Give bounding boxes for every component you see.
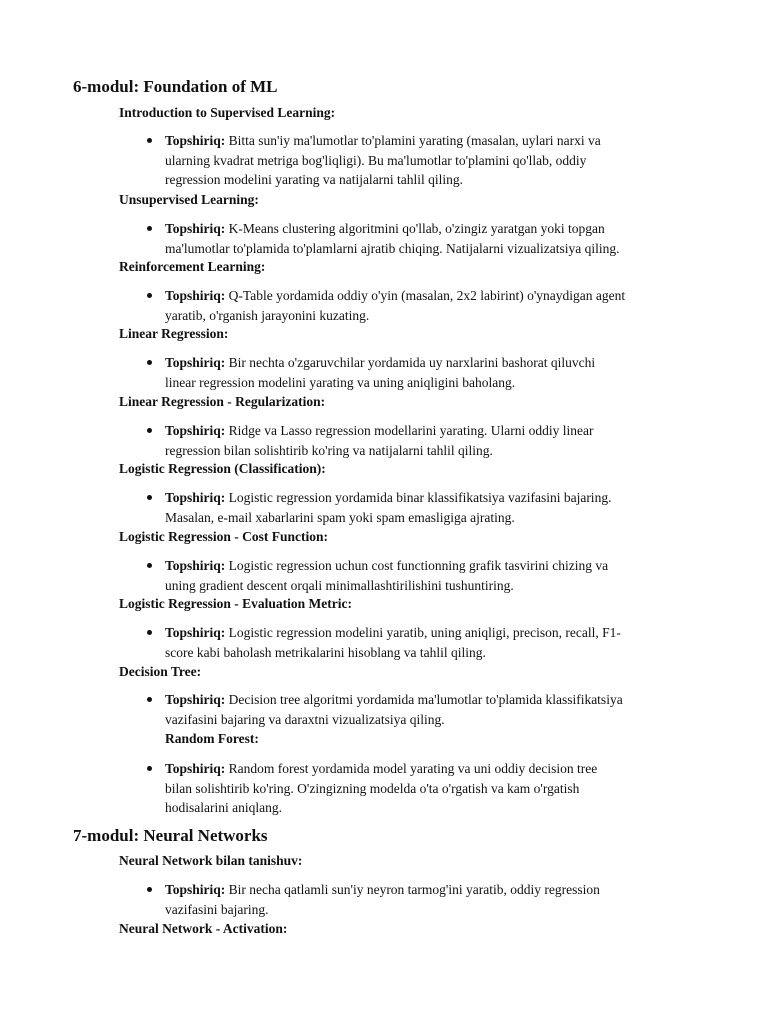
task-text-line: Bir nechta o'zgaruvchilar yordamida uy narxlarini bashorat qiluvchi [228, 355, 596, 370]
section-heading: Reinforcement Learning: [119, 259, 266, 274]
section-heading: Neural Network - Activation: [119, 921, 288, 936]
task-text-line: Logistic regression yordamida binar klassifikatsiya vazifasini bajaring. [228, 490, 612, 505]
task-label: Topshiriq: [165, 692, 226, 707]
section-heading: Neural Network bilan tanishuv: [119, 853, 303, 868]
task-text-line: bilan solishtirib ko'ring. O'zingizning modelda o'ta o'rgatish va kam o'rgatish [165, 780, 580, 796]
section-heading: Unsupervised Learning: [119, 192, 259, 207]
task-label: Topshiriq: [165, 355, 226, 370]
task-label: Topshiriq: [165, 490, 226, 505]
task-item [146, 353, 706, 392]
task-item [146, 690, 706, 749]
task-text-line: Logistic regression modelini yaratib, uning aniqligi, precison, recall, F1- [228, 625, 621, 640]
task-text-line: vazifasini bajaring va daraxtni vizualizatsiya qiling. [165, 711, 445, 727]
section-heading: Introduction to Supervised Learning: [119, 105, 336, 120]
task-text-line: Q-Table yordamida oddiy o'yin (masalan, 2x2 labirint) o'ynaydigan agent [228, 288, 626, 303]
task-item [146, 421, 706, 460]
task-item [146, 131, 706, 190]
task-text-line: Logistic regression uchun cost functionning grafik tasvirini chizing va [228, 558, 609, 573]
task-label: Topshiriq: [165, 133, 226, 148]
task-item [146, 556, 706, 595]
section-heading: Logistic Regression (Classification): [119, 461, 326, 476]
task-label: Topshiriq: [165, 882, 226, 897]
task-item [146, 880, 706, 919]
subsection-heading: Random Forest: [165, 731, 259, 746]
task-item [146, 219, 706, 258]
module-heading: 6-modul: Foundation of ML [73, 77, 278, 96]
task-text-line: Random forest yordamida model yarating va uni oddiy decision tree [228, 761, 598, 776]
section-heading: Linear Regression - Regularization: [119, 394, 326, 409]
section-heading: Linear Regression: [119, 326, 229, 341]
task-text-line: uning gradient descent orqali minimallashtirilishini tushuntiring. [165, 577, 514, 593]
task-text-line: yaratib, o'rganish jarayonini kuzating. [165, 307, 370, 323]
task-text-line: Masalan, e-mail xabarlarini spam yoki spam emasligiga ajrating. [165, 509, 515, 525]
task-text-line: vazifasini bajaring. [165, 901, 269, 917]
task-text-line: Ridge va Lasso regression modellarini yarating. Ularni oddiy linear [228, 423, 594, 438]
task-text-line: Bir necha qatlamli sun'iy neyron tarmog'ini yaratib, oddiy regression [228, 882, 600, 897]
task-text-line: ularning kvadrat metriga bog'liqligi). Bu ma'lumotlar to'plamini qo'llab, oddiy [165, 152, 587, 168]
task-item [146, 759, 706, 818]
task-label: Topshiriq: [165, 288, 226, 303]
task-text-line: hodisalarini aniqlang. [165, 800, 282, 815]
section-heading: Logistic Regression - Evaluation Metric: [119, 596, 352, 611]
task-text-line: regression bilan solishtirib ko'ring va natijalarni tahlil qiling. [165, 442, 493, 458]
task-text-line: Bitta sun'iy ma'lumotlar to'plamini yarating (masalan, uylari narxi va [228, 133, 601, 148]
task-text-line: Decision tree algoritmi yordamida ma'lumotlar to'plamida klassifikatsiya [228, 692, 623, 707]
task-label: Topshiriq: [165, 558, 226, 573]
task-text-line: score kabi baholash metrikalarini hisoblang va tahlil qiling. [165, 644, 486, 660]
section-heading: Decision Tree: [119, 664, 202, 679]
task-item [146, 623, 706, 662]
task-item [146, 286, 706, 325]
task-label: Topshiriq: [165, 221, 226, 236]
task-label: Topshiriq: [165, 625, 226, 640]
section-heading: Logistic Regression - Cost Function: [119, 529, 328, 544]
module-heading: 7-modul: Neural Networks [73, 826, 268, 845]
task-text-line: linear regression modelini yarating va uning aniqligini baholang. [165, 374, 516, 390]
task-text-line: K-Means clustering algoritmini qo'llab, o'zingiz yaratgan yoki topgan [228, 221, 605, 236]
task-text-line: regression modelini yarating va natijalarni tahlil qiling. [165, 172, 464, 187]
task-text-line: ma'lumotlar to'plamida to'plamlarni ajratib chiqing. Natijalarni vizualizatsiya qiling. [165, 240, 620, 256]
task-label: Topshiriq: [165, 761, 226, 776]
task-item [146, 488, 706, 527]
task-label: Topshiriq: [165, 423, 226, 438]
